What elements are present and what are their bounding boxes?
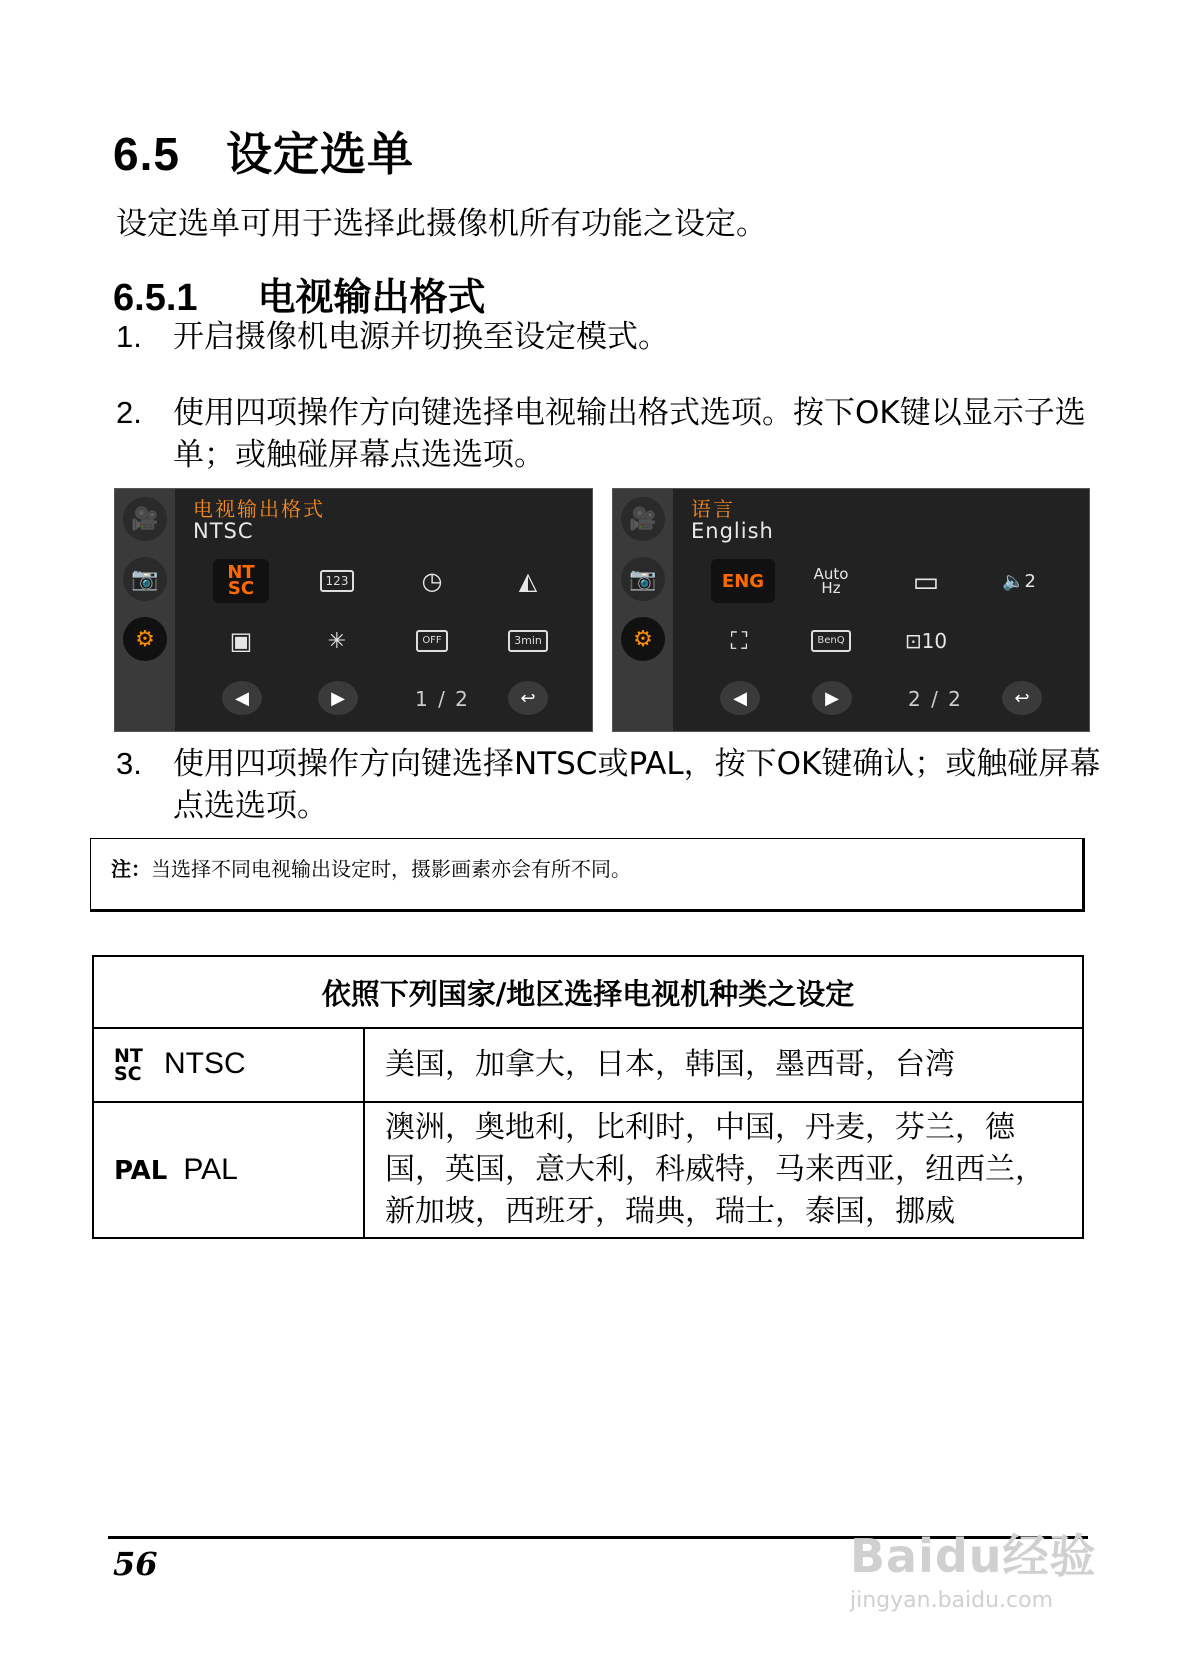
baidu-watermark — [850, 1520, 1097, 1613]
video-mode-icon[interactable]: 🎥 — [621, 497, 665, 541]
table-row — [93, 1102, 1083, 1238]
camera-screen-1 — [114, 488, 593, 732]
camera-mode-icon[interactable]: 📷 — [621, 557, 665, 601]
prev-arrow-icon[interactable]: ◀ — [720, 681, 760, 715]
return-icon[interactable]: ↩ — [1002, 681, 1042, 715]
screen-title: 电视输出格式 — [193, 497, 325, 521]
table-row — [93, 1028, 1083, 1102]
screen-value: English — [691, 519, 774, 543]
file-number-icon[interactable]: 123 — [309, 559, 365, 603]
power-save-3min-icon[interactable]: 3min — [500, 619, 556, 663]
watermark-url: jingyan.baidu.com — [850, 1588, 1054, 1613]
page-indicator: 2 / 2 — [908, 687, 963, 711]
camera-mode-icon[interactable]: 📷 — [123, 557, 167, 601]
section-title: 设定选单 — [225, 127, 414, 181]
ntsc-icon: NT SC — [114, 1045, 143, 1086]
ntsc-option-icon[interactable]: NT SC — [213, 559, 269, 603]
camera-screen-2 — [612, 488, 1090, 732]
note-body: 当选择不同电视输出设定时，摄影画素亦会有所不同。 — [151, 857, 631, 881]
intro-paragraph: 设定选单可用于选择此摄像机所有功能之设定。 — [116, 206, 767, 242]
step-number: 1. — [116, 319, 142, 354]
frame-guide-icon[interactable]: ⛶ — [730, 627, 748, 655]
format-cell — [93, 1102, 364, 1238]
next-arrow-icon[interactable]: ▶ — [812, 681, 852, 715]
note-label: 注： — [111, 857, 151, 881]
mode-sidebar — [613, 489, 673, 731]
pal-icon: PAL — [114, 1156, 168, 1187]
screen-value: NTSC — [193, 519, 254, 543]
table-header: 依照下列国家/地区选择电视机种类之设定 — [93, 956, 1083, 1028]
step-text: 使用四项操作方向键选择电视输出格式选项。按下OK键以显示子选单；或触碰屏幕点选选项。 — [173, 395, 1086, 473]
step-text: 使用四项操作方向键选择NTSC或PAL，按下OK键确认；或触碰屏幕点选选项。 — [173, 746, 1101, 824]
lcd-brightness-icon[interactable]: ✳ — [327, 628, 347, 654]
subsection-number: 6.5.1 — [113, 277, 198, 319]
language-eng-icon[interactable]: ENG — [711, 559, 775, 603]
prev-arrow-icon[interactable]: ◀ — [222, 681, 262, 715]
note-box — [90, 838, 1085, 912]
step-number: 2. — [116, 395, 142, 430]
step-1 — [116, 316, 1116, 358]
subsection-heading — [113, 266, 486, 321]
tv-system-table — [92, 955, 1084, 1239]
format-name: NTSC — [164, 1046, 246, 1080]
benq-logo-icon[interactable]: BenQ — [803, 619, 859, 663]
subsection-title: 电视输出格式 — [257, 275, 486, 319]
watermark-brand: Baidu经验 — [850, 1529, 1097, 1583]
countries-cell: 澳洲，奥地利，比利时，中国，丹麦，芬兰，德国，英国，意大利，科威特，马来西亚，纽西兰，新加坡，西班牙，瑞典，瑞士，泰国，挪威 — [364, 1102, 1083, 1238]
step-number: 3. — [116, 746, 142, 781]
screen-display-icon[interactable]: ▭ — [912, 564, 940, 598]
format-name: PAL — [183, 1153, 238, 1186]
countries-cell: 美国，加拿大，日本，韩国，墨西哥，台湾 — [364, 1028, 1083, 1102]
format-cell — [93, 1028, 364, 1102]
step-text: 开启摄像机电源并切换至设定模式。 — [173, 319, 669, 355]
screen-title: 语言 — [691, 497, 735, 521]
page-indicator: 1 / 2 — [415, 687, 470, 711]
settings-gear-icon[interactable]: ⚙ — [123, 617, 167, 661]
auto-off-icon[interactable]: OFF — [404, 619, 460, 663]
volume-icon[interactable]: 🔈2 — [1002, 570, 1036, 592]
video-mode-icon[interactable]: 🎥 — [123, 497, 167, 541]
section-number: 6.5 — [113, 128, 180, 180]
return-icon[interactable]: ↩ — [508, 681, 548, 715]
mode-sidebar — [115, 489, 175, 731]
step-3 — [116, 743, 1116, 827]
self-timer-10-icon[interactable]: ⊡10 — [904, 629, 948, 653]
page-number: 56 — [113, 1545, 158, 1583]
step-2 — [116, 392, 1116, 476]
next-arrow-icon[interactable]: ▶ — [318, 681, 358, 715]
brightness-icon[interactable]: ◭ — [518, 567, 538, 595]
section-heading — [113, 118, 414, 184]
settings-gear-icon[interactable]: ⚙ — [621, 617, 665, 661]
clock-icon[interactable]: ◷ — [421, 567, 443, 595]
flicker-auto-hz-icon[interactable]: Auto Hz — [813, 565, 849, 597]
startup-image-icon[interactable]: ▣ — [229, 627, 253, 655]
note-text — [111, 853, 631, 882]
